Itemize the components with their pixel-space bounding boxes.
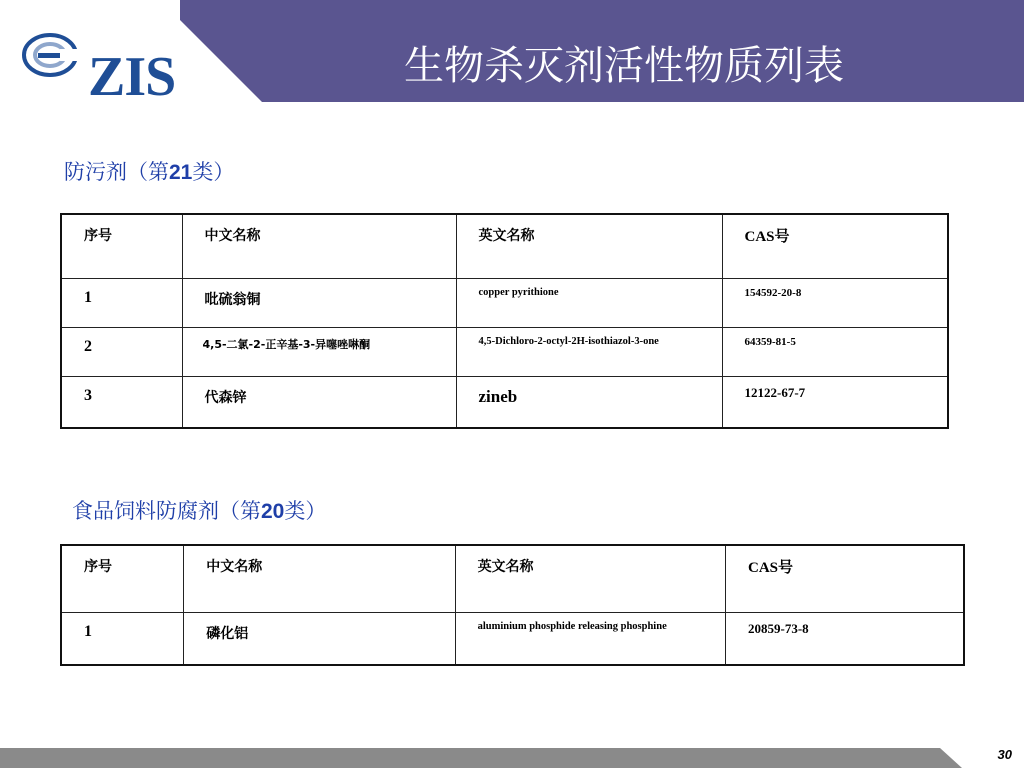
header-no: 序号 (84, 228, 112, 244)
row-no: 1 (84, 622, 92, 640)
footer-band (0, 746, 1024, 768)
row-cas: 12122-67-7 (744, 384, 806, 400)
page-number: 30 (997, 747, 1012, 762)
section-title-suffix: 类） (192, 160, 235, 184)
header-cn-name: 中文名称 (206, 559, 263, 575)
logo-text: ZIS (88, 46, 176, 108)
row-cn-name: 磷化铝 (206, 625, 249, 642)
section-title-food-preservative (72, 497, 326, 526)
antifouling-table (60, 213, 949, 429)
section-title-antifouling (64, 158, 234, 187)
row-en-name: 4,5-Dichloro-2-octyl-2H-isothiazol-3-one (478, 335, 659, 347)
table-header-row (61, 545, 964, 612)
table-row (61, 278, 948, 327)
row-cas: 154592-20-8 (744, 286, 802, 299)
row-cas: 20859-73-8 (747, 620, 809, 636)
table-header-row (61, 214, 948, 278)
header-cas: CAS号 (747, 560, 793, 576)
header-en-name: 英文名称 (477, 559, 534, 575)
row-cas: 64359-81-5 (744, 335, 796, 348)
table-row (61, 612, 964, 665)
table-row (61, 376, 948, 428)
header-no: 序号 (84, 559, 112, 575)
header-cas: CAS号 (744, 229, 790, 245)
row-no: 1 (84, 288, 92, 306)
logo-swirl-icon (20, 27, 90, 79)
section-title-prefix: 食品饲料防腐剂（第 (72, 499, 261, 523)
header-en-name: 英文名称 (478, 228, 535, 244)
row-cn-name: 4,5-二氯-2-正辛基-3-异噻唑啉酮 (202, 337, 371, 351)
row-en-name: copper pyrithione (478, 286, 559, 298)
section-title-prefix: 防污剂（第 (64, 160, 169, 184)
section-title-suffix: 类） (284, 499, 327, 523)
row-no: 2 (84, 337, 92, 355)
row-cn-name: 吡硫翁铜 (204, 291, 261, 308)
table-row (61, 327, 948, 376)
food-preservative-table (60, 544, 965, 666)
zis-logo (20, 27, 180, 108)
slide-title: 生物杀灭剂活性物质列表 (404, 43, 844, 89)
section-title-number: 20 (261, 500, 285, 523)
header-cn-name: 中文名称 (204, 228, 261, 244)
row-en-name: aluminium phosphide releasing phosphine (477, 620, 667, 632)
row-cn-name: 代森锌 (204, 389, 247, 406)
row-no: 3 (84, 386, 92, 404)
row-en-name: zineb (478, 386, 518, 406)
section-title-number: 21 (169, 161, 193, 184)
